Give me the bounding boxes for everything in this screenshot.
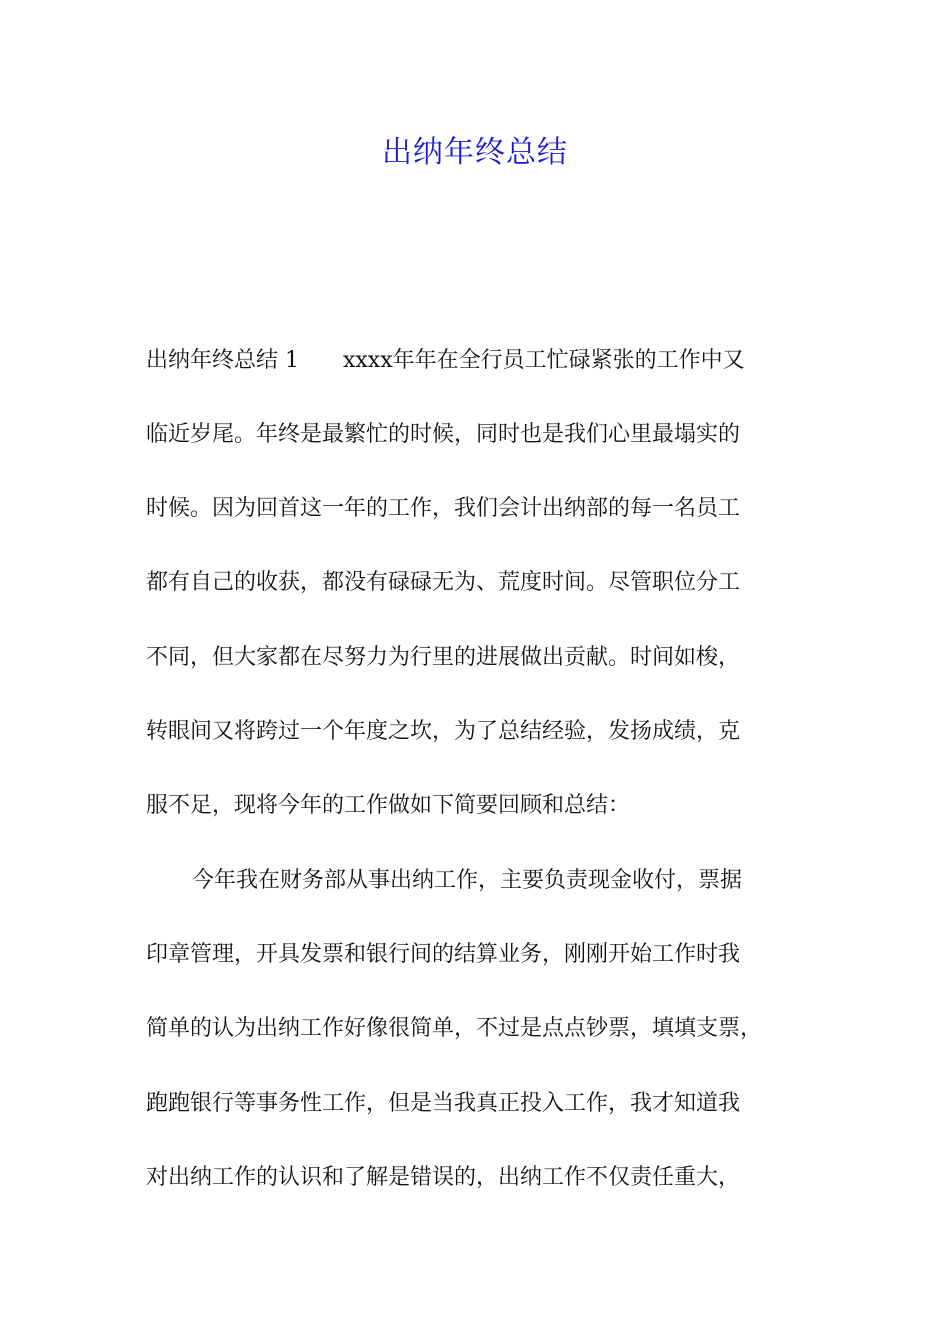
body-line-5: 不同，但大家都在尽努力为行里的进展做出贡献。时间如梭，	[146, 645, 741, 670]
body-line-4: 都有自己的收获，都没有碌碌无为、荒度时间。尽管职位分工	[146, 570, 741, 595]
body-line-12: 对出纳工作的认识和了解是错误的，出纳工作不仅责任重大，	[146, 1165, 741, 1190]
body-line-11: 跑跑银行等事务性工作，但是当我真正投入工作，我才知道我	[146, 1091, 741, 1116]
body-line-10: 简单的认为出纳工作好像很简单，不过是点点钞票，填填支票，	[146, 1016, 763, 1041]
document-title: 出纳年终总结	[382, 135, 568, 170]
body-line-8: 今年我在财务部从事出纳工作，主要负责现金收付，票据	[192, 868, 743, 893]
body-line-3: 时候。因为回首这一年的工作，我们会计出纳部的每一名员工	[146, 496, 741, 521]
body-line-1: 出纳年终总结 1 xxxx年年在全行员工忙碌紧张的工作中又	[146, 348, 745, 373]
body-line-2: 临近岁尾。年终是最繁忙的时候，同时也是我们心里最塌实的	[146, 422, 741, 447]
body-line-9: 印章管理，开具发票和银行间的结算业务，刚刚开始工作时我	[146, 942, 741, 967]
body-line-7: 服不足，现将今年的工作做如下简要回顾和总结：	[146, 793, 631, 818]
body-line-6: 转眼间又将跨过一个年度之坎，为了总结经验，发扬成绩，克	[146, 719, 741, 744]
